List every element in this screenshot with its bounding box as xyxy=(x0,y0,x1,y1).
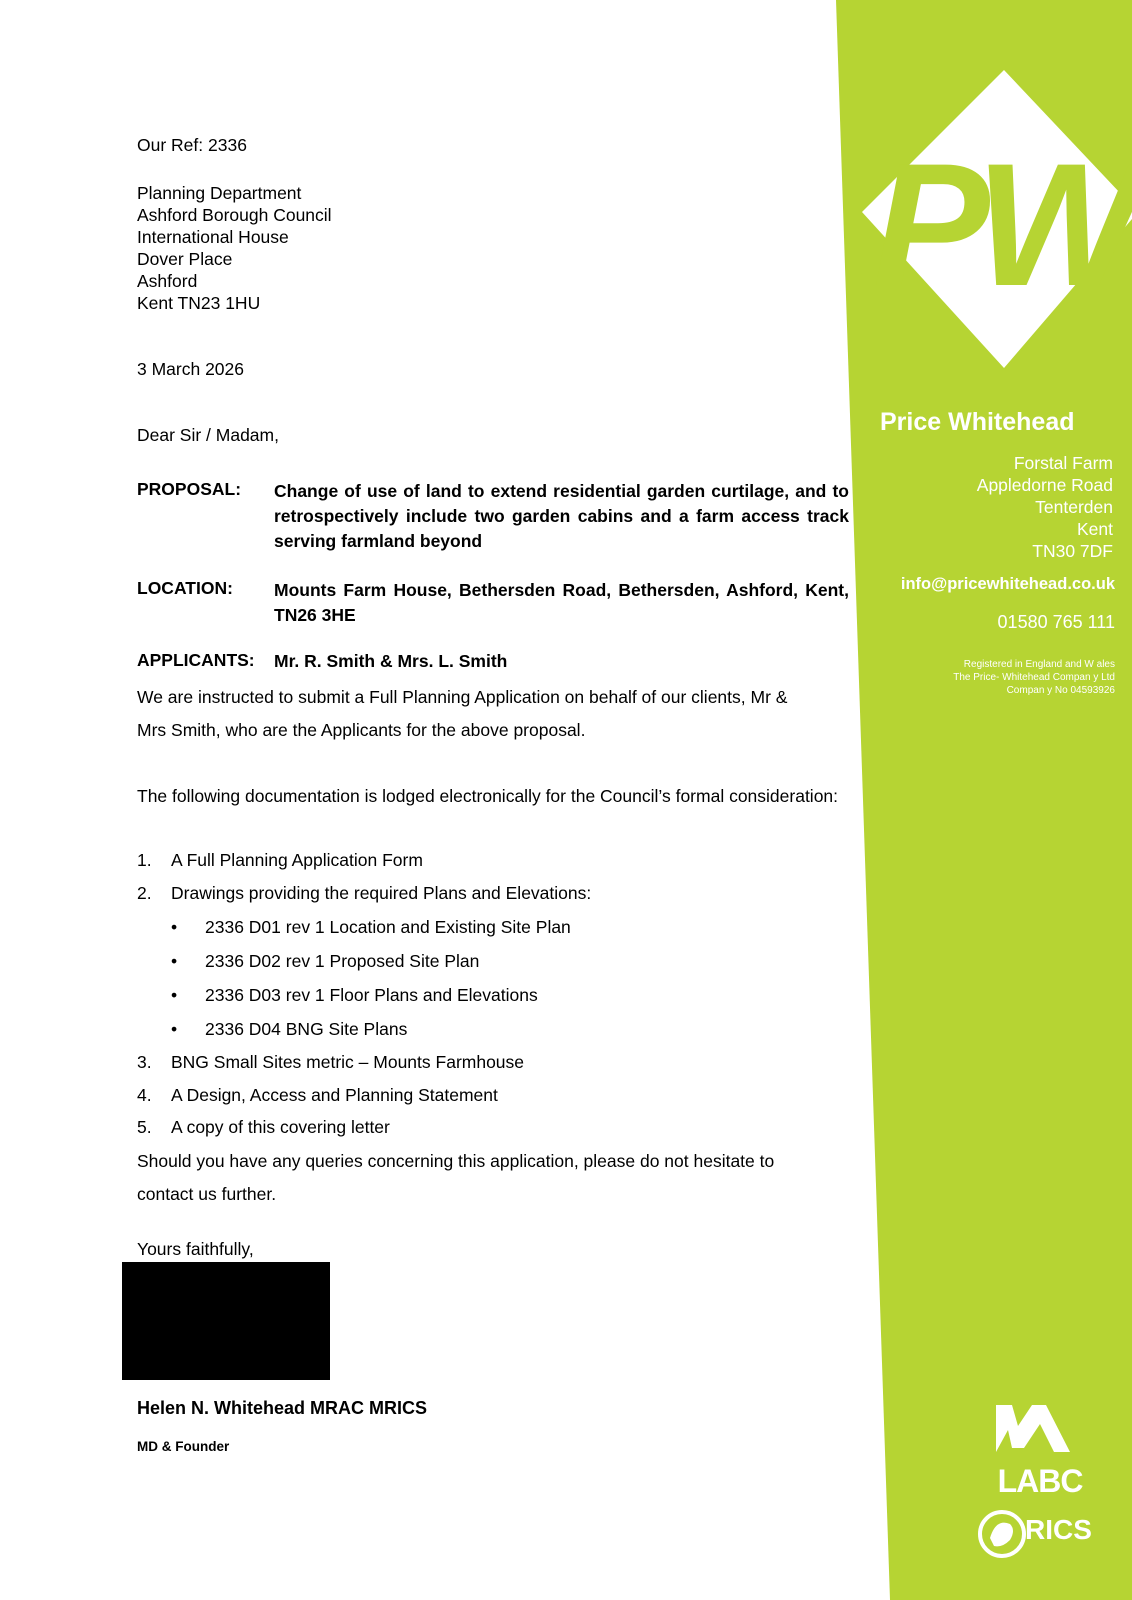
applicants-label: APPLICANTS: xyxy=(137,650,255,670)
document-item: Drawings providing the required Plans and Elevations: xyxy=(171,883,592,903)
letter-date: 3 March 2026 xyxy=(137,359,245,379)
applicants-text: Mr. R. Smith & Mrs. L. Smith xyxy=(274,651,508,671)
list-number: 2. xyxy=(137,883,152,903)
drawing-item: 2336 D01 rev 1 Location and Existing Site Plan xyxy=(205,917,571,937)
firm-address xyxy=(900,452,1113,562)
closing-line: contact us further. xyxy=(137,1184,277,1204)
our-reference: Our Ref: 2336 xyxy=(137,135,247,155)
document-item: A Design, Access and Planning Statement xyxy=(171,1085,498,1105)
rics-logo: RICS xyxy=(1025,1514,1092,1545)
firm-address-line: Forstal Farm xyxy=(1013,453,1113,473)
registration-line: Registered in England and W ales xyxy=(963,659,1115,670)
sign-off: Yours faithfully, xyxy=(137,1239,254,1259)
document-item: BNG Small Sites metric – Mounts Farmhouse xyxy=(171,1052,525,1072)
document-item: A Full Planning Application Form xyxy=(171,850,423,870)
drawing-item: 2336 D04 BNG Site Plans xyxy=(205,1019,408,1039)
logo-letters: PW xyxy=(873,128,1127,323)
firm-email-link[interactable]: info@pricewhitehead.co.uk xyxy=(900,575,1115,593)
recipient-line: Ashford xyxy=(137,271,198,291)
location-text: Mounts Farm House, Bethersden Road, Bethersden, Ashford, Kent, TN26 3HE xyxy=(274,580,849,625)
proposal-label: PROPOSAL: xyxy=(137,479,242,499)
registration-line: The Price- Whitehead Compan y Ltd xyxy=(953,672,1115,683)
firm-phone: 01580 765 111 xyxy=(997,612,1115,632)
bullet-icon: • xyxy=(171,951,178,971)
firm-name: Price Whitehead xyxy=(880,408,1075,436)
firm-address-line: TN30 7DF xyxy=(1032,541,1113,561)
bullet-icon: • xyxy=(171,1019,178,1039)
list-number: 5. xyxy=(137,1117,152,1137)
redacted-signature xyxy=(122,1262,330,1380)
intro-line: Mrs Smith, who are the Applicants for the above proposal. xyxy=(137,720,586,740)
labc-logo: LABC xyxy=(997,1463,1083,1499)
list-number: 3. xyxy=(137,1052,152,1072)
location-label: LOCATION: xyxy=(137,578,233,598)
list-number: 1. xyxy=(137,850,152,870)
document-item: A copy of this covering letter xyxy=(171,1117,390,1137)
proposal-text: Change of use of land to extend residential garden curtilage, and to retrospectively include two garden cabins and a farm access track serving farmland beyond xyxy=(274,481,849,551)
recipient-line: Planning Department xyxy=(137,183,302,203)
signatory-name: Helen N. Whitehead MRAC MRICS xyxy=(137,1398,428,1418)
firm-address-line: Kent xyxy=(1077,519,1113,539)
intro-line: We are instructed to submit a Full Planning Application on behalf of our clients, Mr & xyxy=(137,687,788,707)
firm-address-line: Tenterden xyxy=(1035,497,1113,517)
firm-address-line: Appledorne Road xyxy=(976,475,1113,495)
signatory-title: MD & Founder xyxy=(137,1439,230,1454)
bullet-icon: • xyxy=(171,917,178,937)
bullet-icon: • xyxy=(171,985,178,1005)
recipient-line: International House xyxy=(137,227,289,247)
recipient-line: Kent TN23 1HU xyxy=(137,293,261,313)
documentation-intro: The following documentation is lodged electronically for the Council’s formal consideration: xyxy=(137,786,839,806)
drawing-item: 2336 D02 rev 1 Proposed Site Plan xyxy=(205,951,480,971)
salutation: Dear Sir / Madam, xyxy=(137,425,279,445)
recipient-line: Ashford Borough Council xyxy=(137,205,332,225)
list-number: 4. xyxy=(137,1085,152,1105)
recipient-line: Dover Place xyxy=(137,249,233,269)
drawing-item: 2336 D03 rev 1 Floor Plans and Elevations xyxy=(205,985,538,1005)
recipient-address xyxy=(137,182,332,314)
firm-registration xyxy=(880,658,1115,697)
registration-line: Compan y No 04593926 xyxy=(1006,685,1115,696)
closing-line: Should you have any queries concerning this application, please do not hesitate to xyxy=(137,1151,775,1171)
